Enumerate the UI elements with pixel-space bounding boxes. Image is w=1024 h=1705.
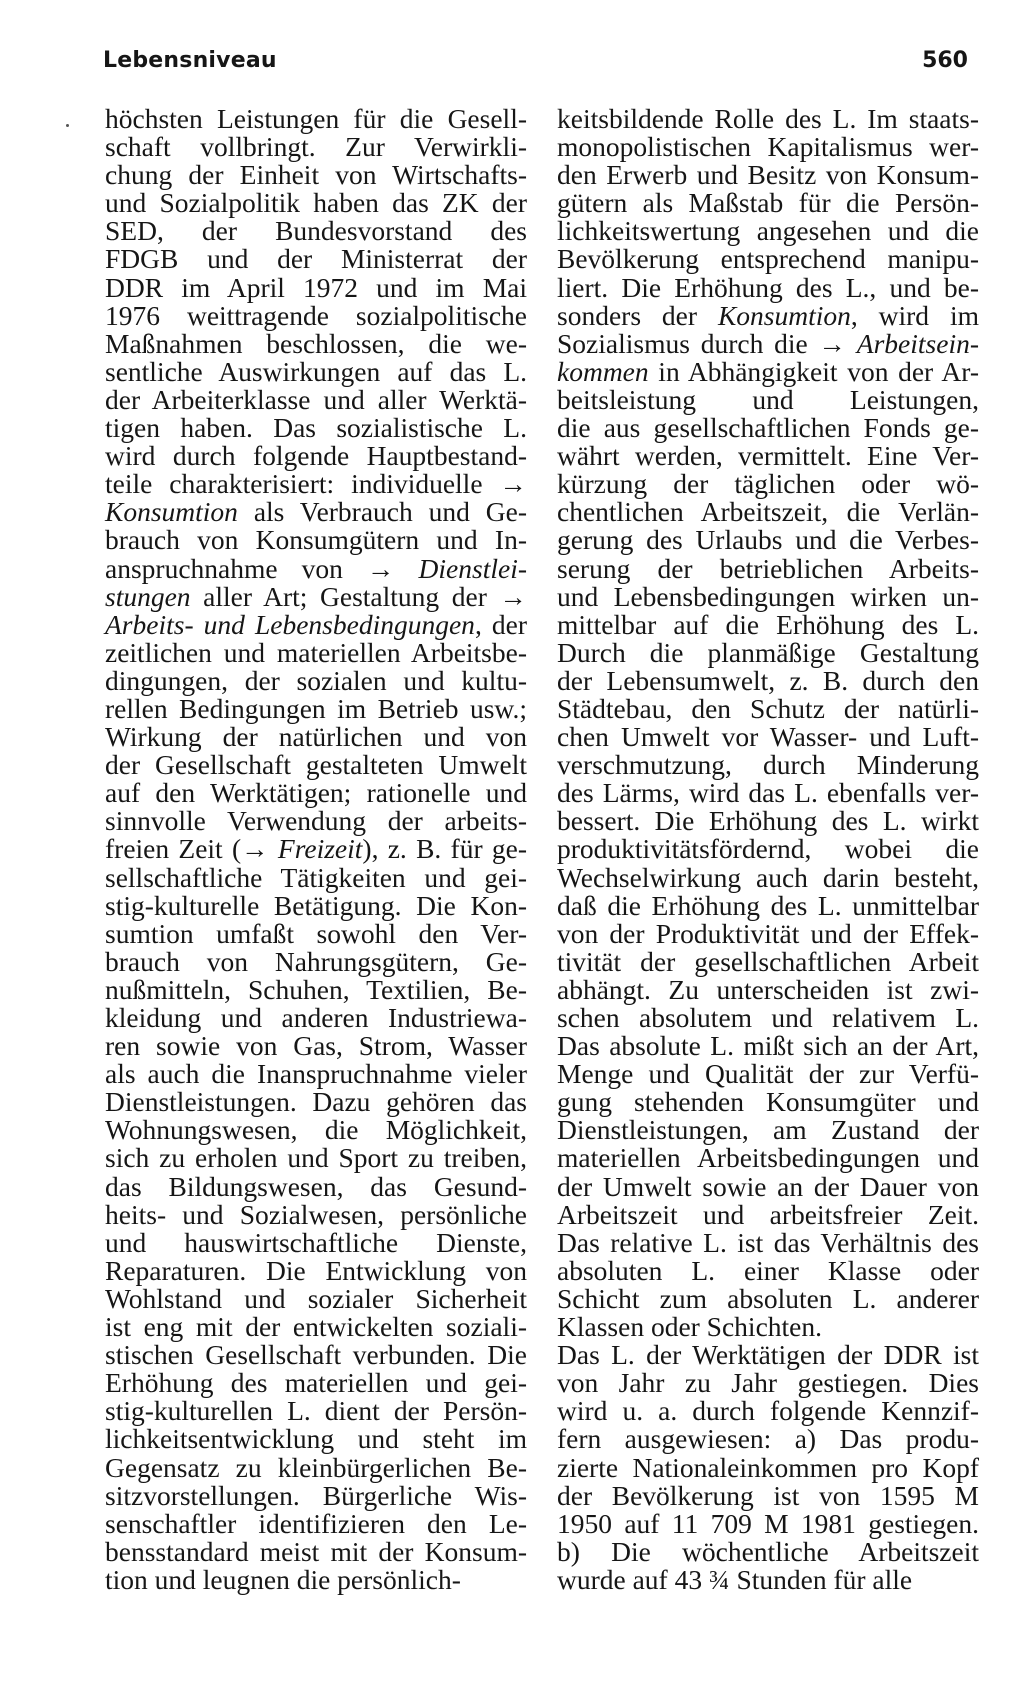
- text-line: verschmutzung, durch Minderung: [557, 749, 979, 781]
- text-line: von Jahr zu Jahr gestiegen. Dies: [557, 1367, 979, 1399]
- text-line: DDR im April 1972 und im Mai: [105, 271, 527, 303]
- text-line: teile charakterisiert: individuelle →: [105, 468, 527, 500]
- text-line: sitzvorstellungen. Bürgerliche Wis-: [105, 1479, 527, 1511]
- text-line: Sozialismus durch die → Arbeitsein-: [557, 327, 979, 359]
- text-line: der Arbeiterklasse und aller Werktä-: [105, 383, 527, 415]
- text-line: Städtebau, den Schutz der natürli-: [557, 692, 979, 724]
- text-line: die aus gesellschaftlichen Fonds ge-: [557, 412, 979, 444]
- text-line: Schicht zum absoluten L. anderer: [557, 1282, 979, 1314]
- text-line: den Erwerb und Besitz von Konsum-: [557, 159, 979, 191]
- text-line: Das L. der Werktätigen der DDR ist: [557, 1339, 979, 1371]
- text-line: keitsbildende Rolle des L. Im staats-: [557, 103, 979, 134]
- text-line: des Lärms, wird das L. ebenfalls ver-: [557, 777, 979, 809]
- text-line: Durch die planmäßige Gestaltung: [557, 636, 979, 668]
- text-line: sumtion umfaßt sowohl den Ver-: [105, 917, 527, 949]
- text-line: Das relative L. ist das Verhältnis des: [557, 1226, 979, 1258]
- text-column-right: [557, 105, 979, 1594]
- text-line: ist eng mit der entwickelten soziali-: [105, 1311, 527, 1343]
- text-line: der Bevölkerung ist von 1595 M: [557, 1479, 979, 1511]
- text-line: chung der Einheit von Wirtschafts-: [105, 159, 527, 191]
- text-line: Dienstleistungen. Dazu gehören das: [105, 1086, 527, 1118]
- text-line: Wohlstand und sozialer Sicherheit: [105, 1282, 527, 1314]
- text-line: freien Zeit (→ Freizeit), z. B. für ge-: [105, 833, 528, 865]
- text-line: anspruchnahme von → Dienstlei-: [105, 552, 527, 584]
- text-line: der Umwelt sowie an der Dauer von: [557, 1170, 979, 1202]
- text-line: Arbeits- und Lebensbedingungen, der: [105, 608, 527, 640]
- text-line: heits- und Sozialwesen, persönliche: [105, 1198, 527, 1230]
- text-line: gung stehenden Konsumgüter und: [557, 1086, 979, 1118]
- text-line: monopolistischen Kapitalismus wer-: [557, 131, 979, 163]
- text-line: tigen haben. Das sozialistische L.: [105, 412, 527, 444]
- text-line: als auch die Inanspruchnahme vieler: [105, 1058, 527, 1090]
- text-line: Klassen oder Schichten.: [557, 1311, 822, 1343]
- text-line: nußmitteln, Schuhen, Textilien, Be-: [105, 973, 527, 1005]
- text-line: sinnvolle Verwendung der arbeits-: [105, 805, 527, 837]
- text-line: Erhöhung des materiellen und gei-: [105, 1367, 527, 1399]
- text-line: stischen Gesellschaft verbunden. Die: [105, 1339, 527, 1371]
- text-line: senschaftler identifizieren den Le-: [105, 1507, 527, 1539]
- text-line: stig-kulturelle Betätigung. Die Kon-: [105, 889, 527, 921]
- text-line: stungen aller Art; Gestaltung der →: [105, 580, 527, 612]
- text-line: fern ausgewiesen: a) Das produ-: [557, 1423, 979, 1455]
- text-line: Dienstleistungen, am Zustand der: [557, 1114, 979, 1146]
- text-line: daß die Erhöhung des L. unmittelbar: [557, 889, 979, 921]
- text-column-left: [105, 105, 527, 1594]
- text-line: der Lebensumwelt, z. B. durch den: [557, 664, 979, 696]
- text-line: stig-kulturellen L. dient der Persön-: [105, 1395, 527, 1427]
- text-line: bensstandard meist mit der Konsum-: [105, 1535, 527, 1567]
- text-line: produktivitätsfördernd, wobei die: [557, 833, 979, 865]
- text-line: absoluten L. einer Klasse oder: [557, 1254, 979, 1286]
- text-line: Menge und Qualität der zur Verfü-: [557, 1058, 979, 1090]
- text-line: chen Umwelt vor Wasser- und Luft-: [557, 721, 979, 753]
- text-line: dingungen, der sozialen und kultu-: [105, 664, 527, 696]
- text-line: rellen Bedingungen im Betrieb usw.;: [105, 692, 527, 724]
- text-line: schen absolutem und relativem L.: [557, 1002, 979, 1033]
- text-line: 1976 weittragende sozialpolitische: [105, 299, 527, 331]
- text-line: höchsten Leistungen für die Gesell-: [105, 103, 527, 134]
- text-line: kommen in Abhängigkeit von der Ar-: [557, 355, 979, 387]
- text-line: wird u. a. durch folgende Kennzif-: [557, 1395, 979, 1427]
- text-line: chentlichen Arbeitszeit, die Verlän-: [557, 496, 979, 528]
- text-line: wird durch folgende Hauptbestand-: [105, 440, 527, 472]
- text-line: brauch von Nahrungsgütern, Ge-: [105, 945, 527, 977]
- text-line: Reparaturen. Die Entwicklung von: [105, 1254, 527, 1286]
- text-line: 1950 auf 11 709 M 1981 gestiegen.: [557, 1507, 979, 1539]
- text-line: Wirkung der natürlichen und von: [105, 721, 527, 753]
- text-line: das Bildungswesen, das Gesund-: [105, 1170, 527, 1202]
- text-line: Gegensatz zu kleinbürgerlichen Be-: [105, 1451, 527, 1483]
- text-line: und Lebensbedingungen wirken un-: [557, 580, 979, 612]
- text-line: sentliche Auswirkungen auf das L.: [105, 355, 527, 387]
- text-line: mittelbar auf die Erhöhung des L.: [557, 608, 979, 640]
- text-line: Wechselwirkung auch darin besteht,: [557, 861, 979, 893]
- text-line: wurde auf 43 ¾ Stunden für alle: [557, 1563, 913, 1595]
- text-line: schaft vollbringt. Zur Verwirkli-: [105, 131, 527, 163]
- text-line: Das absolute L. mißt sich an der Art,: [557, 1030, 979, 1062]
- page-number: 560: [922, 48, 968, 73]
- text-line: liert. Die Erhöhung des L., und be-: [557, 271, 979, 303]
- text-line: lichkeitswertung angesehen und die: [557, 215, 979, 247]
- text-line: tivität der gesellschaftlichen Arbeit: [557, 945, 979, 977]
- text-line: sonders der Konsumtion, wird im: [557, 299, 979, 331]
- text-line: auf den Werktätigen; rationelle und: [105, 777, 527, 809]
- text-line: Arbeitszeit und arbeitsfreier Zeit.: [557, 1198, 979, 1230]
- text-line: bessert. Die Erhöhung des L. wirkt: [557, 805, 979, 837]
- running-head-title: Lebensniveau: [103, 48, 277, 73]
- text-line: und hauswirtschaftliche Dienste,: [105, 1226, 527, 1258]
- text-line: sich zu erholen und Sport zu treiben,: [105, 1142, 527, 1174]
- text-line: FDGB und der Ministerrat der: [105, 243, 527, 275]
- text-line: der Gesellschaft gestalteten Umwelt: [105, 749, 527, 781]
- text-line: beitsleistung und Leistungen,: [557, 383, 979, 415]
- text-line: SED, der Bundesvorstand des: [105, 215, 527, 247]
- text-line: kürzung der täglichen oder wö-: [557, 468, 979, 500]
- text-line: tion und leugnen die persönlich-: [105, 1563, 461, 1595]
- text-line: gütern als Maßstab für die Persön-: [557, 187, 979, 219]
- text-line: von der Produktivität und der Effek-: [557, 917, 979, 949]
- text-line: und Sozialpolitik haben das ZK der: [105, 187, 527, 219]
- text-line: ren sowie von Gas, Strom, Wasser: [105, 1030, 527, 1062]
- text-line: Maßnahmen beschlossen, die we-: [105, 327, 527, 359]
- text-line: währt werden, vermittelt. Eine Ver-: [557, 440, 979, 472]
- text-line: lichkeitsentwicklung und steht im: [105, 1423, 527, 1455]
- text-line: b) Die wöchentliche Arbeitszeit: [557, 1535, 979, 1567]
- margin-mark: [66, 124, 69, 127]
- text-line: serung der betrieblichen Arbeits-: [557, 552, 979, 584]
- text-line: kleidung und anderen Industriewa-: [105, 1002, 527, 1033]
- text-line: Wohnungswesen, die Möglichkeit,: [105, 1114, 527, 1146]
- text-line: materiellen Arbeitsbedingungen und: [557, 1142, 979, 1174]
- text-line: Konsumtion als Verbrauch und Ge-: [105, 496, 527, 528]
- text-line: zeitlichen und materiellen Arbeitsbe-: [105, 636, 527, 668]
- text-line: brauch von Konsumgütern und In-: [105, 524, 527, 556]
- text-line: zierte Nationaleinkommen pro Kopf: [557, 1451, 979, 1483]
- text-line: abhängt. Zu unterscheiden ist zwi-: [557, 973, 979, 1005]
- text-line: sellschaftliche Tätigkeiten und gei-: [105, 861, 527, 893]
- text-line: Bevölkerung entsprechend manipu-: [557, 243, 979, 275]
- text-line: gerung des Urlaubs und die Verbes-: [557, 524, 979, 556]
